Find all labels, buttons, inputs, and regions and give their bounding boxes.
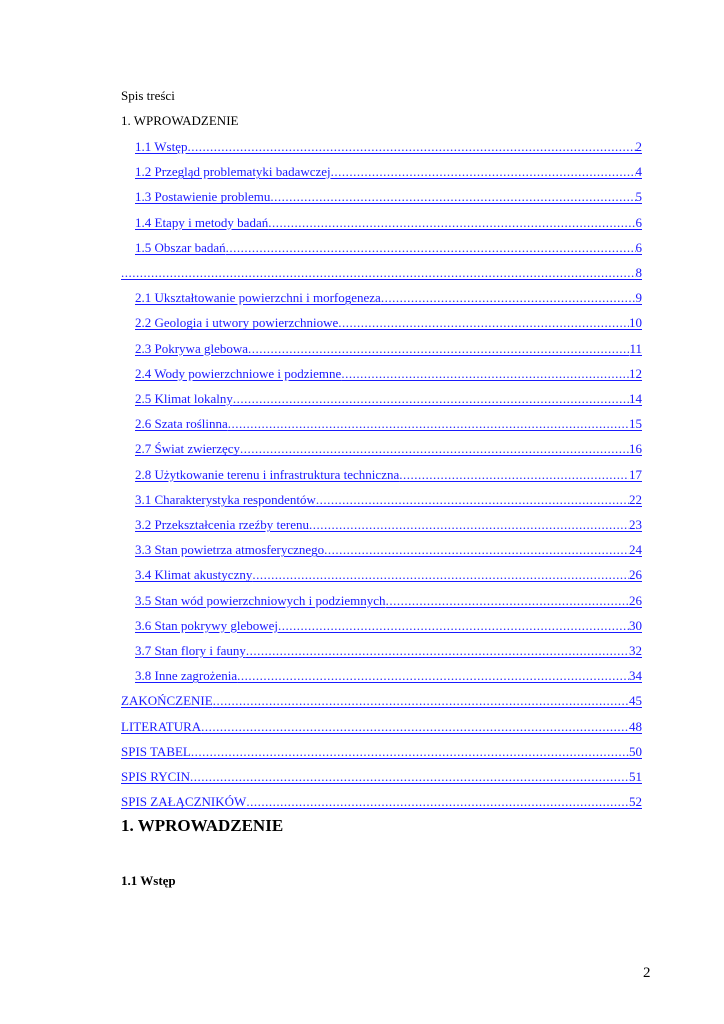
toc-dot-leader [190,769,629,785]
toc-entry-page: 51 [629,769,642,784]
toc-dot-leader [246,643,629,659]
toc-entry-label: 2.5 Klimat lokalny [135,391,233,406]
toc-dot-leader [278,618,629,634]
toc-entry[interactable] [121,263,642,281]
toc-entry-label: 1.5 Obszar badań [135,239,226,255]
toc-entry[interactable] [135,540,642,558]
toc-entry-page: 16 [629,441,642,457]
toc-dot-leader [331,164,636,180]
toc-entry[interactable] [135,616,642,634]
toc-entry[interactable] [135,565,642,583]
toc-entry-page: 4 [635,164,642,180]
toc-entry-label: 3.3 Stan powietrza atmosferycznego [135,542,325,558]
toc-entry-label: 2.1 Ukształtowanie powierzchni i morfogeneza [135,290,381,306]
toc-entry-page: 26 [629,592,642,608]
toc-entry-page: 11 [629,340,642,356]
toc-entry-page: 6 [635,239,642,255]
toc-entry-page: 2 [635,139,642,154]
toc-entry-page: 24 [629,542,642,558]
toc-dot-leader [228,416,629,432]
toc-entry-label: SPIS TABEL [121,743,191,759]
toc-dot-leader [237,668,629,684]
toc-title: Spis treści [121,88,175,103]
subsection-heading: 1.1 Wstęp [121,873,176,888]
toc-entry-page: 22 [629,491,642,507]
toc-entry[interactable] [135,439,642,457]
toc-entry-page: 26 [629,567,642,583]
toc-entry-page: 17 [629,466,642,482]
toc-entry-page: 34 [629,668,642,684]
toc-dot-leader [213,693,629,709]
toc-entry[interactable] [135,666,642,684]
toc-entry-label: ZAKOŃCZENIE [121,693,213,709]
toc-entry-label: 2.6 Szata roślinna [135,416,228,432]
toc-entry-label: 3.4 Klimat akustyczny [135,567,253,583]
toc-dot-leader [240,441,629,457]
toc-dot-leader [338,315,629,331]
toc-entry-page: 50 [629,743,642,759]
toc-dot-leader [341,366,629,382]
toc-entry-label: 3.2 Przekształcenia rzeźby terenu [135,517,309,532]
toc-entry[interactable] [135,213,642,231]
toc-dot-leader [187,139,635,155]
toc-entry[interactable] [135,641,642,659]
toc-entry[interactable] [121,792,642,810]
toc-entry[interactable] [135,339,642,357]
toc-entry[interactable] [121,742,642,760]
toc-dot-leader [316,492,629,508]
toc-entry-label: 2.3 Pokrywa glebowa [135,340,249,356]
toc-entry[interactable] [135,364,642,382]
toc-entry[interactable] [135,591,642,609]
toc-entry-label: 1.2 Przegląd problematyki badawczej [135,164,331,180]
toc-dot-leader [246,794,629,810]
toc-entry[interactable] [135,162,642,180]
toc-entry-page: 45 [629,693,642,709]
toc-dot-leader [201,719,629,735]
toc-entry-label: 3.1 Charakterystyka respondentów [135,491,316,507]
toc-entry-label: 3.7 Stan flory i fauny [135,643,246,658]
toc-dot-leader [248,341,629,357]
toc-dot-leader [324,542,629,558]
toc-entry-page: 10 [629,315,642,331]
toc-dot-leader [270,189,635,205]
toc-entry[interactable] [121,767,642,785]
toc-entry-label: 2.2 Geologia i utwory powierzchniowe [135,315,339,331]
toc-entry-page: 30 [629,617,642,633]
toc-entry[interactable] [135,238,642,256]
toc-entry-page: 12 [629,365,642,381]
toc-heading: 1. WPROWADZENIE [121,113,239,128]
toc-dot-leader [233,391,629,407]
toc-entry-label: SPIS RYCIN [121,769,190,784]
toc-entry[interactable] [135,515,642,533]
toc-entry-page: 14 [629,391,642,406]
section-heading: 1. WPROWADZENIE [121,816,284,835]
toc-entry-label: 2.7 Świat zwierzęcy [135,441,241,457]
toc-entry-label: 3.6 Stan pokrywy glebowej [135,617,278,633]
toc-entry-label: 2.4 Wody powierzchniowe i podziemne [135,365,342,381]
toc-dot-leader [268,215,635,231]
toc-entry-label: LITERATURA [121,718,202,734]
toc-dot-leader [399,467,629,483]
toc-entry-label: 1.3 Postawienie problemu [135,189,271,205]
toc-dot-leader [386,593,629,609]
toc-dot-leader [381,290,636,306]
toc-entry-page: 23 [629,517,642,532]
toc-entry-page: 8 [635,265,642,280]
page-number: 2 [643,965,651,981]
toc-entry[interactable] [121,691,642,709]
toc-entry[interactable] [135,288,642,306]
toc-entry-label: 1.1 Wstęp [135,139,188,154]
toc-dot-leader [121,265,636,281]
toc-entry-page: 6 [635,214,642,230]
toc-entry[interactable] [121,717,642,735]
toc-dot-leader [226,240,636,256]
toc-dot-leader [309,517,629,533]
toc-entry-page: 48 [629,718,642,734]
toc-entry-label: SPIS ZAŁĄCZNIKÓW [121,794,247,810]
toc-entry-page: 5 [635,189,642,205]
toc-dot-leader [191,744,629,760]
toc-entry[interactable] [135,414,642,432]
toc-entry[interactable] [135,313,642,331]
toc-entry[interactable] [135,465,642,483]
toc-entry[interactable] [135,490,642,508]
toc-entry[interactable] [135,137,642,155]
toc-entry-label: 3.8 Inne zagrożenia [135,668,238,684]
toc-entry[interactable] [135,187,642,205]
toc-entry-page: 32 [629,643,642,658]
toc-dot-leader [252,567,629,583]
toc-entry-label: 1.4 Etapy i metody badań [135,214,269,230]
toc-entry-page: 15 [629,416,642,432]
toc-entry-page: 9 [635,290,642,306]
toc-entry-label: 2.8 Użytkowanie terenu i infrastruktura techniczna [135,466,400,482]
toc-entry-page: 52 [629,794,642,810]
toc-entry[interactable] [135,389,642,407]
toc-entry-label: 3.5 Stan wód powierzchniowych i podziemnych [135,592,386,608]
